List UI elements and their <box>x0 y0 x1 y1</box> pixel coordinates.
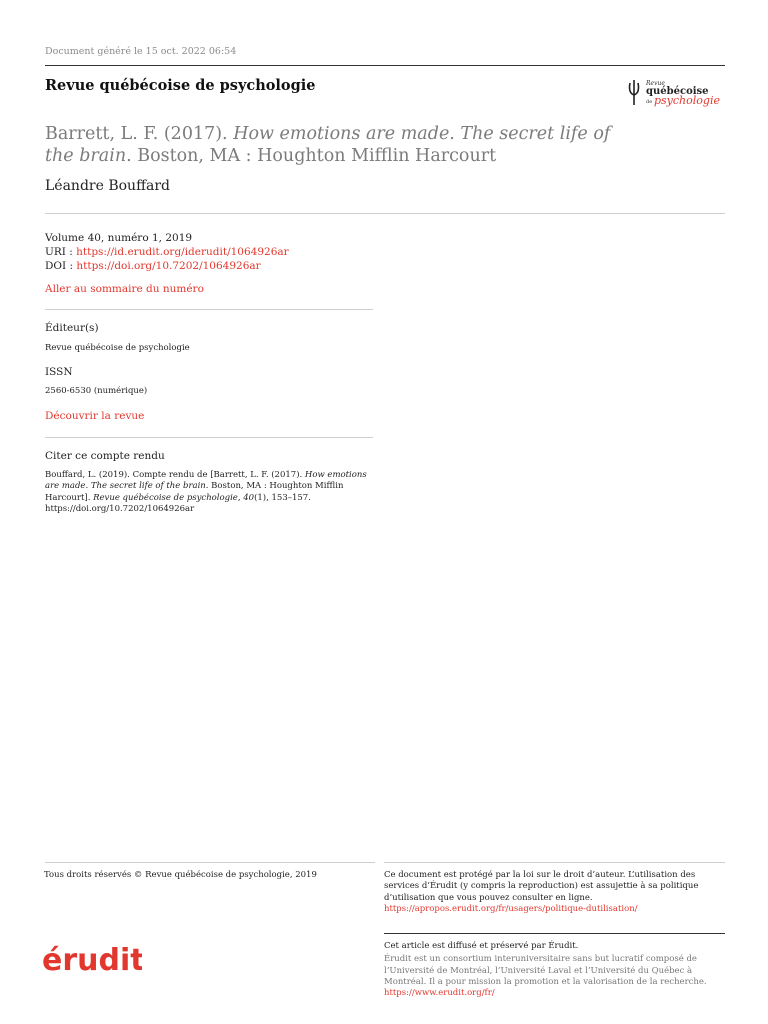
diffusion-notice <box>384 941 724 999</box>
rights-statement: Tous droits réservés © Revue québécoise de psychologie, 2019 <box>44 870 317 880</box>
erudit-logo-text: érudit <box>42 943 142 976</box>
footer-divider <box>45 862 375 863</box>
toc-link[interactable]: Aller au sommaire du numéro <box>45 283 204 295</box>
journal-logo <box>624 77 734 109</box>
cite-part-italic: How emotions are made. The secret life of the brain <box>45 470 367 492</box>
cite-part: . Boston, MA : Houghton Mifflin Harcourt]. <box>45 481 344 503</box>
issue-metadata <box>45 231 289 273</box>
title-rest: . Boston, MA : Houghton Mifflin Harcourt <box>126 146 497 166</box>
logo-line3: de <box>646 99 653 105</box>
publisher-label: Éditeur(s) <box>45 322 99 334</box>
cite-doi: https://doi.org/10.7202/1064926ar <box>45 503 195 514</box>
copyright-text: Ce document est protégé par la loi sur le droit d’auteur. L’utilisation des services d’Érudit (y compris la reproduction) est assujettie à sa politique d’utilisation que vous pouvez consulter en ligne. <box>384 870 699 903</box>
diffusion-title: Cet article est diffusé et préservé par Érudit. <box>384 941 579 951</box>
uri-link[interactable]: https://id.erudit.org/iderudit/1064926ar <box>76 246 289 258</box>
journal-name: Revue québécoise de psychologie <box>45 77 316 94</box>
cite-label: Citer ce compte rendu <box>45 450 165 462</box>
doi-label: DOI : <box>45 260 77 272</box>
top-divider <box>45 65 725 66</box>
divider <box>45 437 373 438</box>
discover-journal-link[interactable]: Découvrir la revue <box>45 410 145 422</box>
author-name: Léandre Bouffard <box>45 178 171 194</box>
volume-info: Volume 40, numéro 1, 2019 <box>45 232 193 244</box>
title-italic: How emotions are made. The secret life of the brain <box>45 124 611 166</box>
copyright-notice <box>384 870 724 915</box>
erudit-link[interactable]: https://www.erudit.org/fr/ <box>384 988 495 999</box>
divider <box>45 309 373 310</box>
policy-link[interactable]: https://apropos.erudit.org/fr/usagers/politique-dutilisation/ <box>384 903 638 914</box>
article-title <box>45 123 635 167</box>
erudit-logo <box>42 936 142 976</box>
title-plain: Barrett, L. F. (2017). <box>45 124 234 144</box>
uri-label: URI : <box>45 246 77 258</box>
cite-part: , <box>237 492 244 503</box>
divider <box>45 213 725 214</box>
issn-label: ISSN <box>45 366 73 378</box>
publisher-value: Revue québécoise de psychologie <box>45 343 190 353</box>
cite-journal: Revue québécoise de psychologie <box>93 492 238 503</box>
footer-divider <box>384 862 725 863</box>
cite-part: Bouffard, L. (2019). Compte rendu de [Barrett, L. F. (2017). <box>45 470 305 480</box>
issn-value: 2560-6530 (numérique) <box>45 386 148 396</box>
logo-line1: Revue <box>646 80 665 87</box>
generated-date: Document généré le 15 oct. 2022 06:54 <box>45 46 237 57</box>
doi-link[interactable]: https://doi.org/10.7202/1064926ar <box>76 260 261 272</box>
cite-volume: 40 <box>243 492 255 503</box>
citation-text <box>45 470 375 515</box>
footer-divider <box>384 933 725 934</box>
diffusion-text: Érudit est un consortium interuniversitaire sans but lucratif composé de l’Université de Montréal, l’Université Laval et l’Université du Québec à Montréal. Il a pour mission la promotion et la valorisation de la recherche. <box>384 954 707 987</box>
logo-line2: québécoise <box>646 86 709 97</box>
logo-line4: psychologie <box>654 94 720 107</box>
cite-part: (1), 153–157. <box>254 492 311 503</box>
